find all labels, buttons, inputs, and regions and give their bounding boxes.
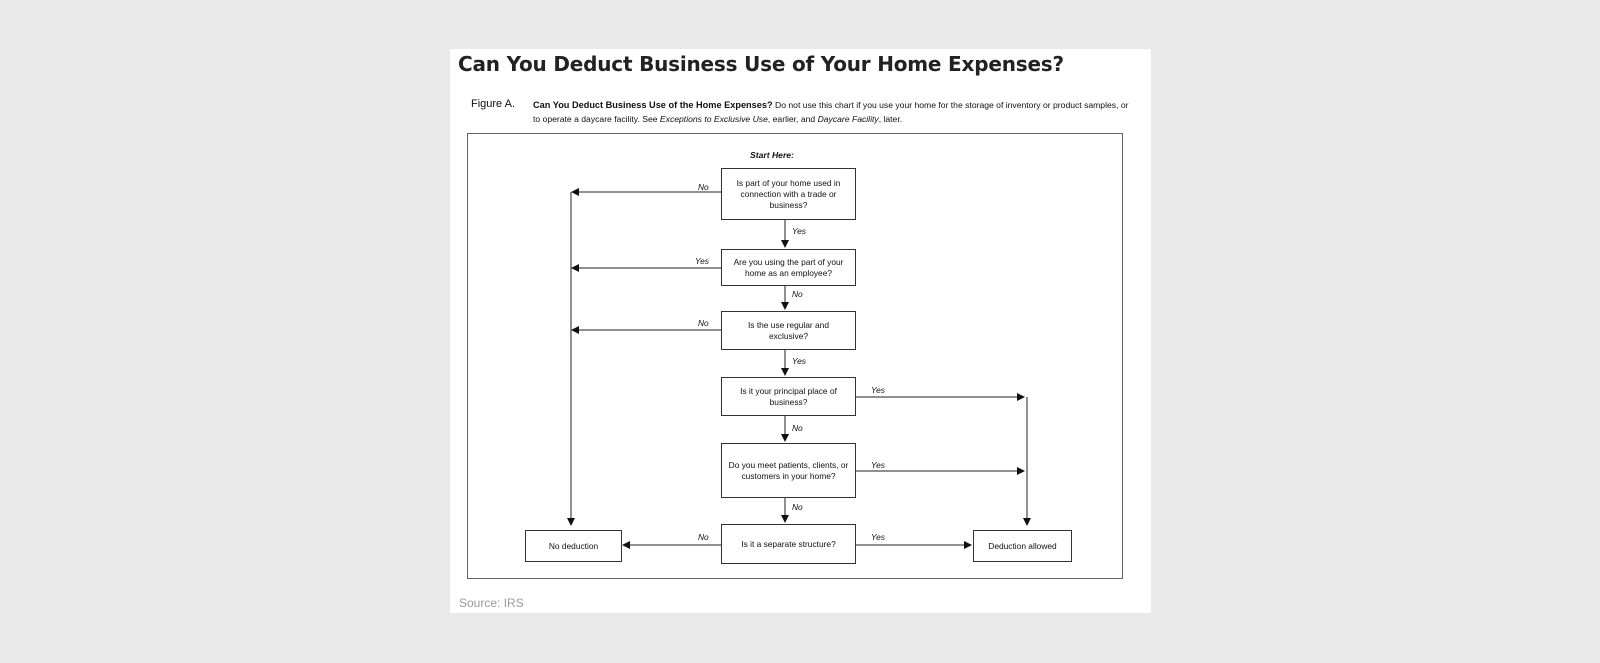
figure-caption-text-1: Do not use this chart if you use your home for the storage of inventory or product samples, or to operate a daycare facility. See [533, 100, 1129, 124]
figure-label: Figure A. [471, 98, 516, 110]
node-no-deduction: No deduction [525, 530, 622, 562]
node-q6-separate-structure: Is it a separate structure? [721, 524, 856, 564]
source-credit: Source: IRS [459, 596, 524, 610]
node-q4-principal-place: Is it your principal place of business? [721, 377, 856, 416]
edge-label-q4-yes: Yes [871, 385, 885, 395]
edge-label-q3-no: No [698, 318, 709, 328]
edge-label-q6-yes: Yes [871, 532, 885, 542]
node-q5-meet-clients: Do you meet patients, clients, or customers in your home? [721, 443, 856, 498]
edge-label-q5-no: No [792, 502, 803, 512]
edge-label-q4-no: No [792, 423, 803, 433]
edge-label-q1-yes: Yes [792, 226, 806, 236]
node-q3-regular-exclusive: Is the use regular and exclusive? [721, 311, 856, 350]
figure-caption-italic-1: Exceptions to Exclusive Use [659, 114, 768, 124]
figure-caption-text-3: , later. [878, 114, 903, 124]
node-deduction-allowed: Deduction allowed [973, 530, 1072, 562]
start-here-label: Start Here: [750, 150, 794, 160]
edge-label-q3-yes: Yes [792, 356, 806, 366]
node-q2-employee: Are you using the part of your home as an employee? [721, 249, 856, 286]
page-title: Can You Deduct Business Use of Your Home Expenses? [458, 52, 1064, 76]
edge-label-q5-yes: Yes [871, 460, 885, 470]
edge-label-q2-yes: Yes [695, 256, 709, 266]
edge-label-q2-no: No [792, 289, 803, 299]
node-q1-used-for-business: Is part of your home used in connection with a trade or business? [721, 168, 856, 220]
edge-label-q1-no: No [698, 182, 709, 192]
figure-caption-text-2: , earlier, and [767, 114, 818, 124]
figure-caption-italic-2: Daycare Facility [817, 114, 879, 124]
edge-label-q6-no: No [698, 532, 709, 542]
figure-title: Can You Deduct Business Use of the Home Expenses? [533, 100, 773, 110]
